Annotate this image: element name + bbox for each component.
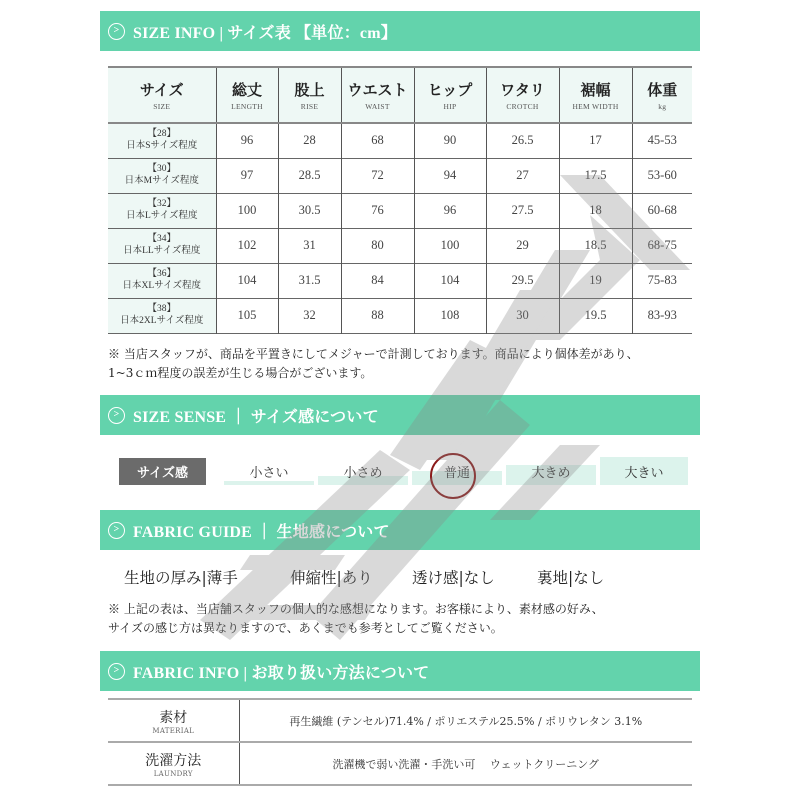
hem-width-cell: 18 [559, 193, 632, 228]
size-table [108, 66, 692, 334]
size-cell: 【28】 日本Sサイズ程度 [108, 123, 216, 158]
header-rise: 股上 RISE [278, 67, 341, 123]
crotch-cell: 26.5 [486, 123, 559, 158]
rise-cell: 31.5 [278, 263, 341, 298]
laundry-row [108, 742, 692, 785]
size-info-header [100, 11, 700, 51]
fabric-info-header [100, 651, 700, 691]
length-cell: 105 [216, 298, 278, 333]
fabric-guide-title: FABRIC GUIDE ｜ 生地感について [133, 523, 390, 541]
waist-cell: 84 [341, 263, 414, 298]
weight-cell: 75-83 [647, 273, 677, 287]
fabric-guide-items [100, 560, 700, 594]
hip-cell: 108 [414, 298, 486, 333]
waist-cell: 88 [341, 298, 414, 333]
length-cell: 104 [216, 263, 278, 298]
size-cell: 【34】 日本LLサイズ程度 [108, 228, 216, 263]
size-sense-label: サイズ感 [119, 458, 206, 485]
header-hem-width: 裾幅 HEM WIDTH [559, 67, 632, 123]
size-table-note: ※ 当店スタッフが、商品を平置きにしてメジャーで計測しております。商品により個体差があり、 1~3ｃｍ程度の誤差が生じる場合がございます。 [108, 347, 639, 380]
crotch-cell: 30 [486, 298, 559, 333]
waist-cell: 76 [341, 193, 414, 228]
chevron-right-circle-icon: > [108, 522, 125, 539]
table-header-row [108, 67, 692, 123]
selected-ring-indicator [430, 453, 476, 499]
header-length: 総丈 LENGTH [216, 67, 278, 123]
fabric-sheerness: 透け感|なし [412, 569, 495, 587]
size-info-title: SIZE INFO | サイズ表 【単位：cm】 [133, 24, 397, 42]
hem-width-cell: 19.5 [559, 298, 632, 333]
chevron-right-circle-icon: > [108, 663, 125, 680]
size-cell: 【36】 日本XLサイズ程度 [108, 263, 216, 298]
fabric-guide-note: ※ 上記の表は、当店舗スタッフの個人的な感想になります。お客様により、素材感の好み、 サイズの感じ方は異なりますので、あくまでも参考としてご覧ください。 [108, 602, 604, 635]
scale-step-large: 大きい [600, 457, 688, 485]
hem-width-cell: 17 [559, 123, 632, 158]
table-row [108, 228, 692, 263]
crotch-cell: 27.5 [486, 193, 559, 228]
scale-step-regular: 普通 [412, 457, 502, 485]
rise-cell: 32 [278, 298, 341, 333]
size-sense-title: SIZE SENSE ｜ サイズ感について [133, 408, 379, 426]
chevron-right-circle-icon: > [108, 23, 125, 40]
hem-width-cell: 18.5 [559, 228, 632, 263]
hip-cell: 94 [414, 158, 486, 193]
weight-cell: 60-68 [647, 203, 677, 217]
size-sense-header [100, 395, 700, 435]
material-label: 素材 MATERIAL [108, 699, 239, 742]
table-row [108, 263, 692, 298]
table-row [108, 123, 692, 158]
fabric-lining: 裏地|なし [537, 569, 605, 587]
crotch-cell: 29 [486, 228, 559, 263]
hem-width-cell: 19 [559, 263, 632, 298]
scale-step-slightly-large: 大きめ [506, 457, 596, 485]
weight-cell: 83-93 [647, 308, 677, 322]
laundry-label: 洗濯方法 LAUNDRY [108, 742, 239, 785]
scale-step-slightly-small: 小さめ [318, 457, 408, 485]
hip-cell: 100 [414, 228, 486, 263]
hip-cell: 90 [414, 123, 486, 158]
size-cell: 【32】 日本Lサイズ程度 [108, 193, 216, 228]
length-cell: 97 [216, 158, 278, 193]
header-weight: 体重 kg [632, 67, 692, 123]
fabric-guide-header [100, 510, 700, 550]
fabric-thickness: 生地の厚み|薄手 [124, 569, 238, 587]
laundry-value: 洗濯機で弱い洗濯・手洗い可 ウェットクリーニング [332, 757, 600, 771]
hip-cell: 96 [414, 193, 486, 228]
rise-cell: 31 [278, 228, 341, 263]
header-hip: ヒップ HIP [414, 67, 486, 123]
header-crotch: ワタリ CROTCH [486, 67, 559, 123]
table-row [108, 158, 692, 193]
weight-cell: 53-60 [647, 168, 677, 182]
waist-cell: 80 [341, 228, 414, 263]
size-cell: 【38】 日本2XLサイズ程度 [108, 298, 216, 333]
waist-cell: 68 [341, 123, 414, 158]
waist-cell: 72 [341, 158, 414, 193]
scale-step-small: 小さい [224, 457, 314, 485]
crotch-cell: 27 [486, 158, 559, 193]
table-row [108, 298, 692, 333]
rise-cell: 30.5 [278, 193, 341, 228]
header-waist: ウエスト WAIST [341, 67, 414, 123]
hem-width-cell: 17.5 [559, 158, 632, 193]
rise-cell: 28 [278, 123, 341, 158]
hip-cell: 104 [414, 263, 486, 298]
size-sense-scale [100, 453, 700, 489]
material-value: 再生繊維 (テンセル)71.4% / ポリエステル25.5% / ポリウレタン 3.1% [289, 714, 643, 728]
chevron-right-circle-icon: > [108, 407, 125, 424]
weight-cell: 68-75 [647, 238, 677, 252]
fabric-info-table [108, 698, 692, 786]
rise-cell: 28.5 [278, 158, 341, 193]
fabric-info-title: FABRIC INFO | お取り扱い方法について [133, 664, 430, 682]
length-cell: 102 [216, 228, 278, 263]
length-cell: 96 [216, 123, 278, 158]
product-size-sheet [100, 0, 700, 800]
length-cell: 100 [216, 193, 278, 228]
size-cell: 【30】 日本Mサイズ程度 [108, 158, 216, 193]
material-row [108, 699, 692, 742]
header-size: サイズ SIZE [108, 67, 216, 123]
weight-cell: 45-53 [647, 133, 677, 148]
table-row [108, 193, 692, 228]
fabric-stretch: 伸縮性|あり [290, 569, 373, 587]
crotch-cell: 29.5 [486, 263, 559, 298]
